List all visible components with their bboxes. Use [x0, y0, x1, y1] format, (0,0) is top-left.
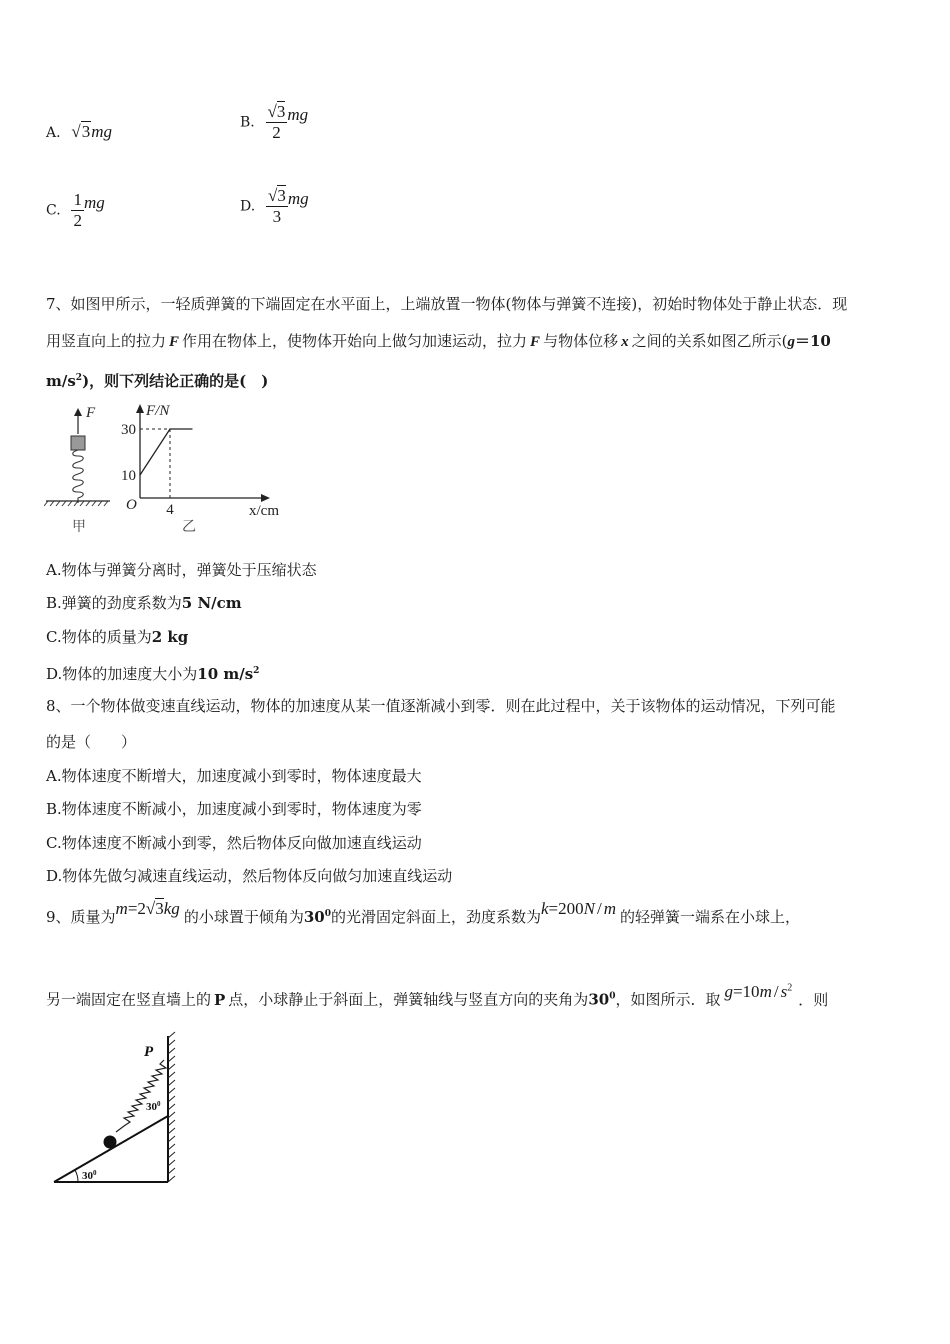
- option-label: C.: [46, 202, 61, 219]
- sqrt-expression: √3mg: [71, 122, 112, 141]
- y-tick-label-10: 10: [121, 468, 136, 484]
- q7-line-2: 用竖直向上的拉力 F 作用在物体上，使物体开始向上做匀加速运动，拉力 F 与物体位移 x 之间的关系如图乙所示(g＝10: [46, 332, 831, 350]
- q8-option-a: A.物体速度不断增大，加速度减小到零时，物体速度最大: [46, 767, 422, 785]
- incline: [54, 1116, 168, 1182]
- gravity-expression: $g=10m / s^2$: [724, 981, 793, 1001]
- spring-constant-expression: k=200N / m: [540, 899, 616, 918]
- q8-option-d: D.物体先做匀减速直线运动，然后物体反向做匀加速直线运动: [46, 867, 453, 885]
- force-label: F: [86, 405, 96, 421]
- angle-bottom-arc: [75, 1170, 78, 1182]
- numerator: 1: [73, 190, 82, 209]
- y-axis-arrow: [136, 404, 144, 413]
- figure-yi-label: 乙: [182, 519, 196, 535]
- ground-hatch: [44, 501, 108, 506]
- q7-line-1: 7、如图甲所示，一轻质弹簧的下端固定在水平面上，上端放置一物体(物体与弹簧不连接)，初始时物体处于静止状态．现: [46, 295, 848, 313]
- q9-line-1: 9、质量为m=2√3kg 的小球置于倾角为$30^0$的光滑固定斜面上，劲度系数为k=200N / m 的轻弹簧一端系在小球上，: [46, 899, 800, 926]
- angle-top-label: $30^0$: [146, 1100, 161, 1113]
- origin-label: O: [126, 497, 137, 513]
- q9-line-2: 另一端固定在竖直墙上的 P 点，小球静止于斜面上，弹簧轴线与竖直方向的夹角为$30^0$，如图所示．取 $g=10m / s^2$．则: [46, 981, 829, 1009]
- y-axis-label: F/N: [146, 403, 170, 419]
- y-tick-label-30: 30: [121, 422, 136, 438]
- denominator: 2: [272, 123, 281, 142]
- denominator: 2: [73, 211, 82, 230]
- wall-hatch: [168, 1032, 175, 1182]
- q6-option-b: B. $\frac{√3}{2}$ mg: [240, 102, 309, 142]
- figure-jia-label: 甲: [72, 519, 86, 535]
- ball: [104, 1136, 117, 1149]
- q9-figure: [48, 1030, 188, 1188]
- fraction: [266, 102, 288, 143]
- numerator: √3: [267, 102, 286, 121]
- numerator: √3: [267, 186, 286, 205]
- q7-option-c: C.物体的质量为2 kg: [46, 628, 189, 646]
- sqrt-symbol: √3: [71, 122, 91, 141]
- q8-line-1: 8、一个物体做变速直线运动，物体的加速度从某一值逐渐减小到零．则在此过程中，关于该物体的运动情况，下列可能: [46, 697, 836, 715]
- x-axis-label: x/cm: [249, 503, 279, 519]
- angle-bottom-label: $30^0$: [82, 1169, 97, 1182]
- option-label: B.: [240, 114, 255, 131]
- q6-option-a: [46, 122, 112, 142]
- q7-line-3: $m/s^2$)，则下列结论正确的是( ): [46, 372, 269, 390]
- q6-option-c: C. $\frac{1}{2}$ mg: [46, 190, 105, 230]
- q8-option-c: C.物体速度不断减小到零，然后物体反向做加速直线运动: [46, 834, 422, 852]
- q8-line-2: 的是（ ）: [46, 733, 137, 751]
- q7-option-b: B.弹簧的劲度系数为5 N/cm: [46, 594, 242, 612]
- series-line: [140, 429, 193, 475]
- q8-option-b: B.物体速度不断减小，加速度减小到零时，物体速度为零: [46, 800, 422, 818]
- option-label: D.: [240, 198, 256, 215]
- denominator: 3: [272, 207, 282, 226]
- x-axis-arrow: [261, 494, 270, 502]
- q7-figure-yi-graph: [114, 400, 290, 538]
- mass-expression: m=2√3kg: [115, 899, 180, 918]
- point-p-label: P: [144, 1044, 154, 1060]
- fraction: [266, 186, 288, 227]
- block: [71, 436, 85, 450]
- fraction: [71, 190, 84, 231]
- q7-option-a: A.物体与弹簧分离时，弹簧处于压缩状态: [46, 561, 317, 579]
- x-tick-label-4: 4: [166, 502, 174, 518]
- q6-option-d: D. $\frac{√3}{3}$ mg: [240, 186, 309, 226]
- spring: [73, 450, 84, 503]
- force-arrowhead: [74, 408, 82, 416]
- q7-option-d: D.物体的加速度大小为10 $m/s^2$: [46, 665, 260, 683]
- q7-figure-jia: [44, 404, 118, 536]
- option-label: A.: [46, 125, 61, 141]
